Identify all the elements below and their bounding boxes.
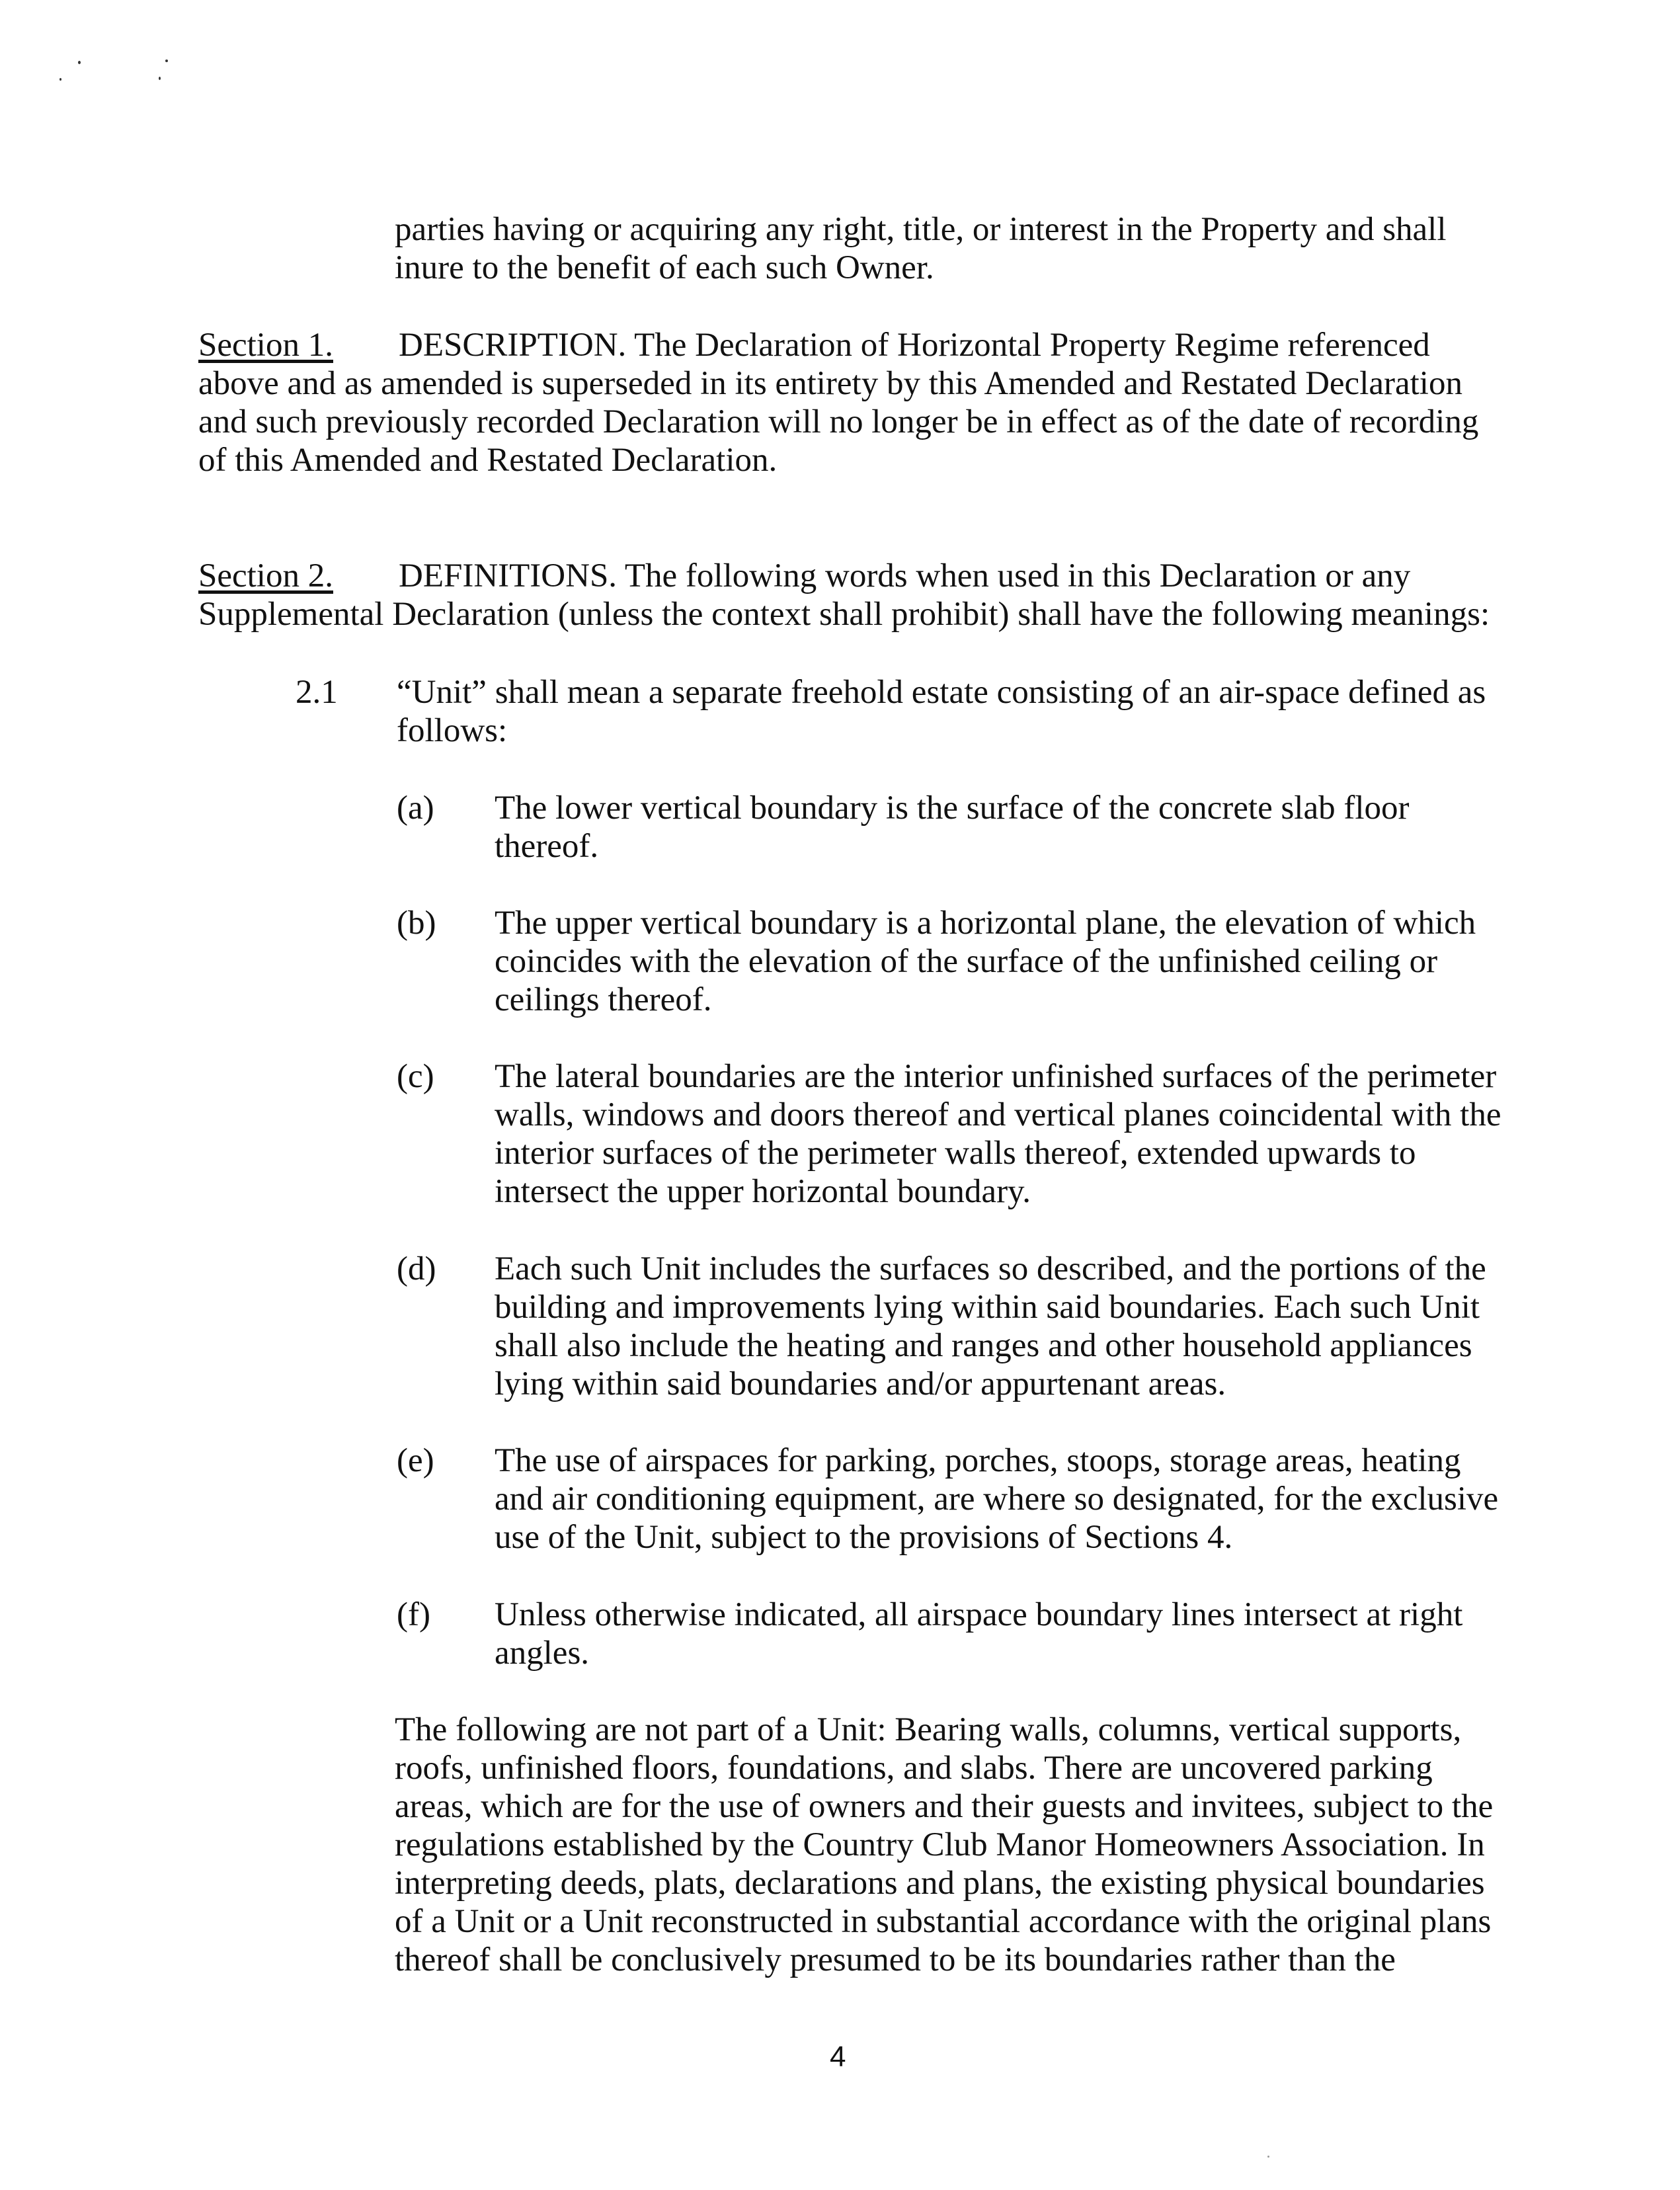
speck — [165, 60, 168, 62]
closing-line: The following are not part of a Unit: Bearing walls, columns, vertical supports, — [395, 1711, 1462, 1748]
item-line: Unless otherwise indicated, all airspace boundary lines intersect at right — [495, 1596, 1463, 1633]
section-1-label: Section 1. — [198, 327, 333, 364]
item-label: (f) — [397, 1596, 430, 1633]
item-line: The lateral boundaries are the interior unfinished surfaces of the perimeter — [495, 1058, 1497, 1095]
section-1-title: DESCRIPTION. The Declaration of Horizontal Property Regime referenced — [399, 327, 1430, 364]
intro-line: parties having or acquiring any right, title, or interest in the Property and shall — [395, 211, 1447, 248]
item-line: building and improvements lying within said boundaries. Each such Unit — [495, 1289, 1480, 1326]
section-2-heading — [198, 557, 1411, 595]
item-line: angles. — [495, 1635, 590, 1672]
page-number: 4 — [830, 2041, 846, 2073]
section-2-line: Supplemental Declaration (unless the context shall prohibit) shall have the following meanings: — [198, 596, 1490, 633]
speck — [60, 78, 61, 81]
section-2-title: DEFINITIONS. The following words when used in this Declaration or any — [399, 557, 1411, 594]
item-line: interior surfaces of the perimeter walls thereof, extended upwards to — [495, 1135, 1416, 1172]
item-line: walls, windows and doors thereof and vertical planes coincidental with the — [495, 1096, 1501, 1133]
section-1-heading — [198, 326, 1430, 364]
item-line: thereof. — [495, 828, 599, 865]
item-line: The use of airspaces for parking, porches, stoops, storage areas, heating — [495, 1442, 1461, 1479]
item-label: (c) — [397, 1058, 434, 1095]
closing-line: interpreting deeds, plats, declarations and plans, the existing physical boundaries — [395, 1865, 1485, 1902]
item-label: (a) — [397, 790, 434, 827]
closing-line: roofs, unfinished floors, foundations, and slabs. There are uncovered parking — [395, 1750, 1433, 1787]
closing-line: thereof shall be conclusively presumed to be its boundaries rather than the — [395, 1941, 1396, 1978]
section-1-line: and such previously recorded Declaration will no longer be in effect as of the date of recording — [198, 403, 1479, 440]
definition-number: 2.1 — [296, 674, 338, 711]
item-line: The lower vertical boundary is the surface of the concrete slab floor — [495, 790, 1410, 827]
scan-dot — [1267, 2156, 1269, 2158]
closing-line: of a Unit or a Unit reconstructed in substantial accordance with the original plans — [395, 1903, 1492, 1940]
item-label: (b) — [397, 905, 436, 942]
item-line: coincides with the elevation of the surface of the unfinished ceiling or — [495, 943, 1438, 980]
item-label: (d) — [397, 1250, 436, 1287]
closing-line: areas, which are for the use of owners and their guests and invitees, subject to the — [395, 1788, 1494, 1825]
speck — [78, 61, 81, 64]
definition-line: “Unit” shall mean a separate freehold estate consisting of an air-space defined as — [397, 674, 1486, 711]
item-line: Each such Unit includes the surfaces so described, and the portions of the — [495, 1250, 1486, 1287]
item-line: and air conditioning equipment, are where so designated, for the exclusive — [495, 1480, 1499, 1518]
closing-line: regulations established by the Country Club Manor Homeowners Association. In — [395, 1826, 1485, 1863]
item-line: intersect the upper horizontal boundary. — [495, 1173, 1031, 1210]
section-1-line: above and as amended is superseded in its entirety by this Amended and Restated Declaration — [198, 365, 1462, 402]
section-2-label: Section 2. — [198, 557, 333, 594]
speck — [159, 77, 161, 80]
item-line: The upper vertical boundary is a horizontal plane, the elevation of which — [495, 905, 1476, 942]
item-line: shall also include the heating and ranges and other household appliances — [495, 1327, 1472, 1364]
item-line: lying within said boundaries and/or appurtenant areas. — [495, 1365, 1226, 1402]
scan-specks — [53, 53, 198, 99]
definition-line: follows: — [397, 712, 508, 749]
section-1-line: of this Amended and Restated Declaration. — [198, 442, 778, 479]
item-line: ceilings thereof. — [495, 981, 712, 1018]
item-label: (e) — [397, 1442, 434, 1479]
intro-line: inure to the benefit of each such Owner. — [395, 249, 934, 286]
item-line: use of the Unit, subject to the provisions of Sections 4. — [495, 1519, 1233, 1556]
